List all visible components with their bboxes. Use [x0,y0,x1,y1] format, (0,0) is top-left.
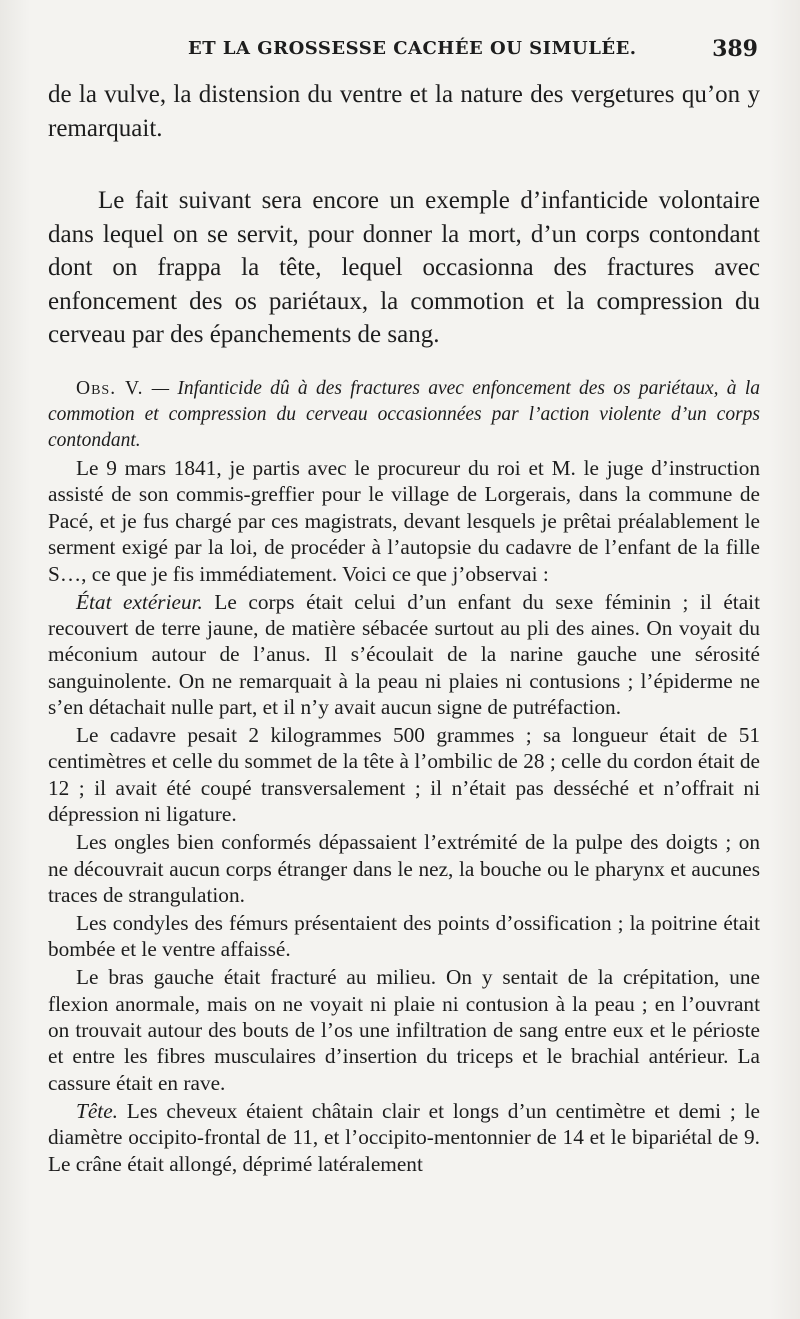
body-paragraph: Le bras gauche était fracturé au milieu. On y sentait de la crépitation, une flexion anormale, mais on ne voyait ni plaie ni contusion à la peau ; en l’ouvrant on trouvait autour des bouts de l’os une infiltration de sang entre eux et le périoste et entre les fibres musculaires d’insertion du triceps et le brachial antérieur. La cassure était en rave. [48,965,760,1095]
observation-label: Obs. V. [76,378,144,399]
section-text: Le corps était celui d’un enfant du sexe féminin ; il était recouvert de terre jaune, de matière sébacée surtout au pli des aines. On voyait du méconium autour de l’anus. Il s’écoulait de la narine gauche une sérosité sanguinolente. On ne remarquait à la peau ni plaies ni contusions ; l’épiderme ne s’en détachait nulle part, et il n’y avait aucun signe de putréfaction. [48,589,761,720]
body-paragraph: Les ongles bien conformés dépassaient l’extrémité de la pulpe des doigts ; on ne découvrait aucun corps étranger dans le nez, la bouche ou le pharynx et aucunes traces de strangulation. [48,830,760,907]
intro-paragraph-continuation: de la vulve, la distension du ventre et la nature des vergetures qu’on y remarquait. [48,81,760,142]
section-lead: Tête. [76,1098,118,1123]
body-paragraph: Les condyles des fémurs présentaient des points d’ossification ; la poitrine était bombée et le ventre affaissé. [48,910,760,962]
page-number: 389 [712,36,758,62]
observation-title: — Infanticide dû à des fractures avec enfoncement des os pariétaux, à la commotion et compression du cerveau occasionnées par l’action violente d’un corps contondant. [48,378,761,451]
running-head: ET LA GROSSESSE CACHÉE OU SIMULÉE. [188,38,637,59]
body-paragraph [48,1098,760,1177]
intro-paragraph: Le fait suivant sera encore un exemple d’infanticide volontaire dans lequel on se servit, pour donner la mort, d’un corps contondant dont on frappa la tête, lequel occasionna des fractures avec enfoncement des os pariétaux, la commotion et la compression du cerveau par des épanchements de sang. [48,187,760,348]
page-header [48,38,758,68]
body-paragraph [48,589,760,721]
section-lead: État extérieur. [76,589,203,614]
body-paragraph: Le cadavre pesait 2 kilogrammes 500 grammes ; sa longueur était de 51 centimètres et celle du sommet de la tête à l’ombilic de 28 ; celle du cordon était de 12 ; il avait été coupé transversalement ; il n’était pas desséché et n’offrait ni dépression ni ligature. [48,723,760,827]
body-paragraph: Le 9 mars 1841, je partis avec le procureur du roi et M. le juge d’instruction assisté de son commis-greffier pour le village de Lorgerais, dans la commune de Pacé, et je fus chargé par ces magistrats, devant lesquels je prêtai préalablement le serment exigé par la loi, de procéder à l’autopsie du cadavre de l’enfant de la fille S…, ce que je fis immédiatement. Voici ce que j’observai : [48,456,760,586]
observation-heading [48,376,760,454]
section-text: Les cheveux étaient châtain clair et longs d’un centimètre et demi ; le diamètre occipito-frontal de 11, et l’occipito-mentonnier de 14 et le bipariétal de 9. Le crâne était allongé, déprimé latéralement [48,1098,760,1176]
observation-body [48,455,760,1177]
